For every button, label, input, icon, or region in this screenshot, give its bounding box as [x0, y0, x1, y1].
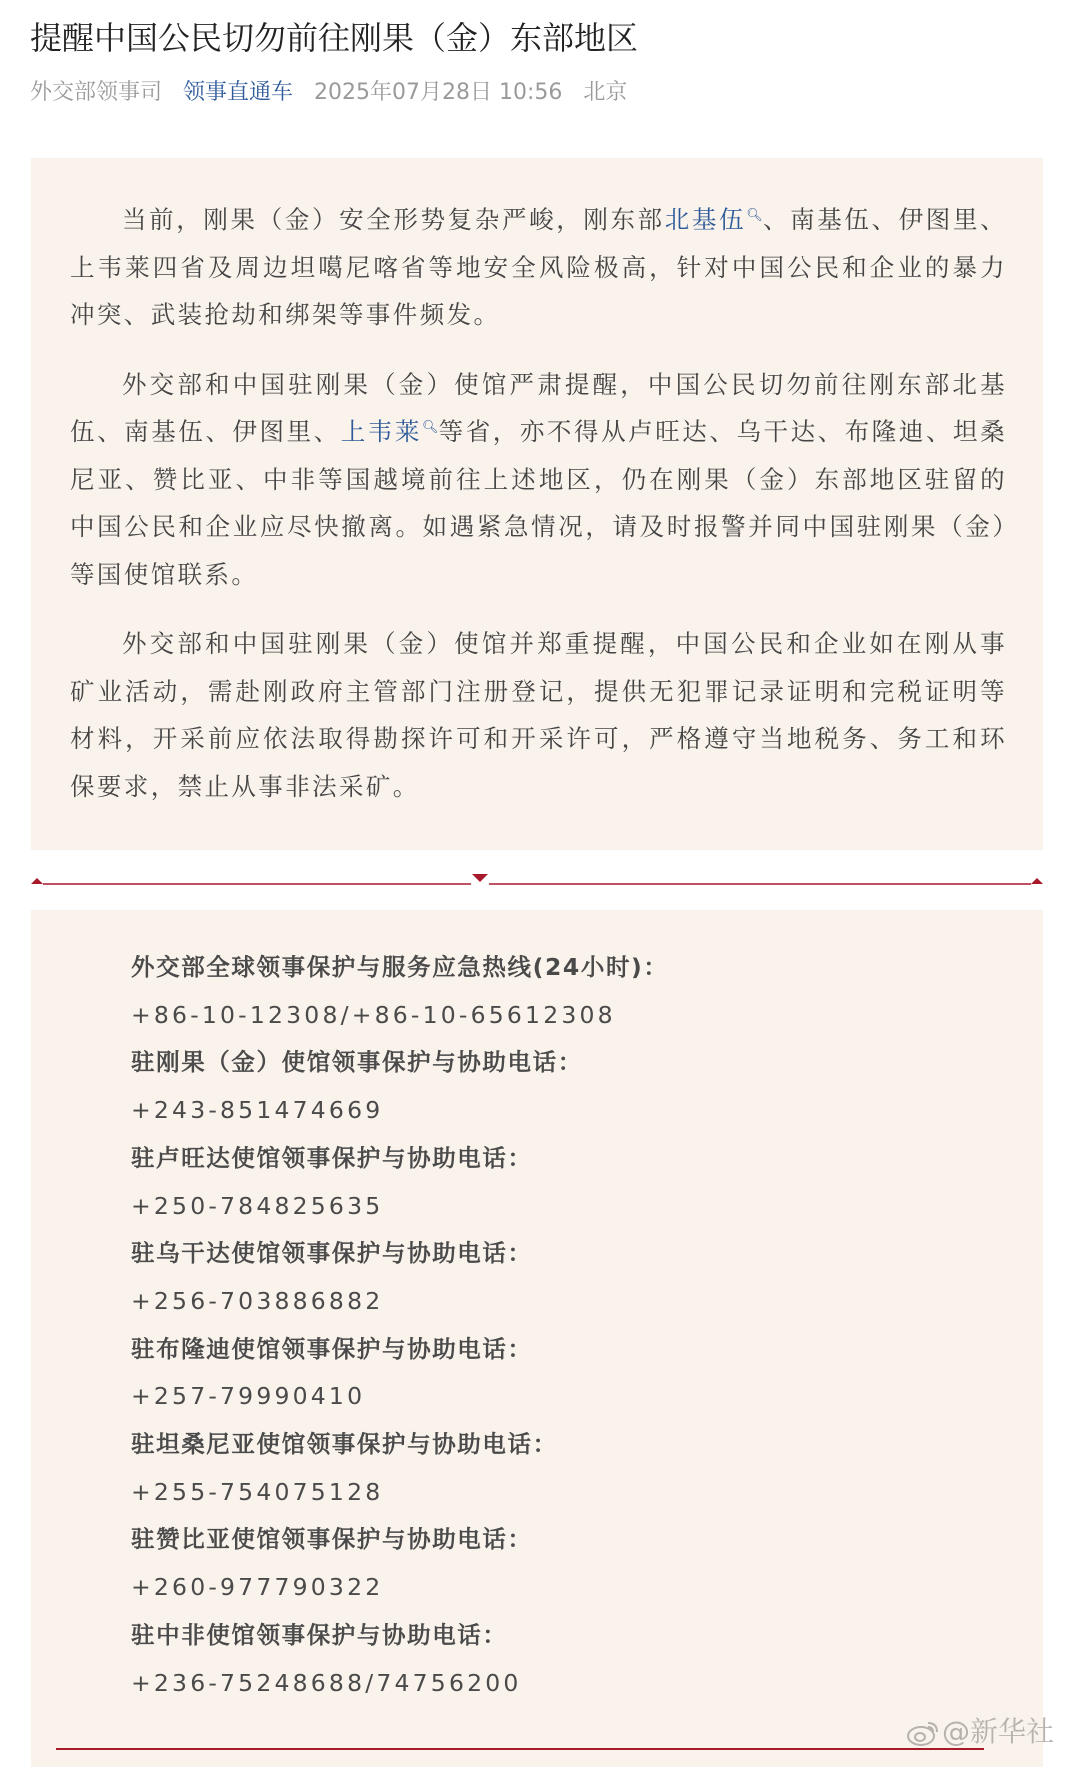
contact-label: 驻中非使馆领事保护与协助电话：: [131, 1620, 508, 1649]
paragraph-text: 、南基伍、伊图里、上韦莱四省及周边坦噶尼喀省等地安全风险极高，针对中国公民和企业的暴力冲突、武装抢劫和绑架等事件频发。: [70, 205, 1007, 329]
paragraph-text: 当前，刚果（金）安全形势复杂严峻，刚东部: [122, 205, 665, 234]
contact-phone[interactable]: +236-75248688/74756200: [131, 1668, 522, 1697]
contact-phone[interactable]: +260-977790322: [131, 1573, 384, 1602]
contact-label: 驻赞比亚使馆领事保护与协助电话：: [131, 1525, 533, 1554]
notice-box: [31, 158, 1043, 850]
article-title: 提醒中国公民切勿前往刚果（金）东部地区: [30, 19, 639, 57]
paragraph-text: 外交部和中国驻刚果（金）使馆严肃提醒，中国公民切勿前往刚东部北基伍、南基伍、伊图里、: [70, 369, 1007, 446]
article-source: 外交部领事司: [30, 80, 163, 105]
paragraph-3: 外交部和中国驻刚果（金）使馆并郑重提醒，中国公民和企业如在刚从事矿业活动，需赴刚政府主管部门注册登记，提供无犯罪记录证明和完税证明等材料，开采前应依法取得勘探许可和开采许可，严格遵守当地税务、务工和环保要求，禁止从事非法采矿。: [70, 629, 1007, 801]
contact-phone[interactable]: +243-851474669: [131, 1096, 384, 1125]
keyword-link-haut-uele[interactable]: 上韦莱: [340, 417, 422, 446]
contact-label: 驻坦桑尼亚使馆领事保护与协助电话：: [131, 1430, 558, 1459]
search-icon[interactable]: 🔍︎: [746, 207, 763, 223]
contact-box: [31, 910, 1043, 1767]
section-divider: [31, 868, 1043, 888]
channel-link[interactable]: 领事直通车: [183, 80, 294, 105]
search-icon[interactable]: 🔍︎: [421, 419, 439, 435]
contact-phone[interactable]: +86-10-12308/+86-10-65612308: [131, 1000, 616, 1029]
keyword-link-north-kivu[interactable]: 北基伍: [664, 205, 747, 234]
watermark-text: @新华社: [941, 1715, 1054, 1748]
contact-label: 驻乌干达使馆领事保护与协助电话：: [131, 1239, 533, 1268]
weibo-icon: [906, 1719, 940, 1747]
paragraph-text: 等省，亦不得从卢旺达、乌干达、布隆迪、坦桑尼亚、赞比亚、中非等国越境前往上述地区，仍在刚果（金）东部地区驻留的中国公民和企业应尽快撤离。如遇紧急情况，请及时报警并同中国驻刚果（金）等国使馆联系。: [70, 417, 1007, 589]
contact-label: 驻刚果（金）使馆领事保护与协助电话：: [131, 1048, 583, 1077]
contact-label: 驻布隆迪使馆领事保护与协助电话：: [131, 1334, 533, 1363]
contact-phone[interactable]: +255-754075128: [131, 1477, 384, 1506]
contact-phone[interactable]: +250-784825635: [131, 1191, 384, 1220]
publish-location: 北京: [583, 80, 628, 105]
contact-phone[interactable]: +256-703886882: [131, 1286, 384, 1315]
article-meta: [30, 78, 641, 108]
contact-label: 外交部全球领事保护与服务应急热线(24小时)：: [131, 953, 669, 981]
publish-date: 2025年07月28日 10:56: [314, 80, 563, 105]
paragraph-1: [70, 196, 1007, 339]
contact-phone[interactable]: +257-79990410: [131, 1382, 366, 1411]
contact-label: 驻卢旺达使馆领事保护与协助电话：: [131, 1143, 533, 1172]
bottom-divider: [56, 1748, 984, 1750]
paragraph-2: [70, 361, 1007, 599]
watermark: [906, 1714, 1054, 1750]
